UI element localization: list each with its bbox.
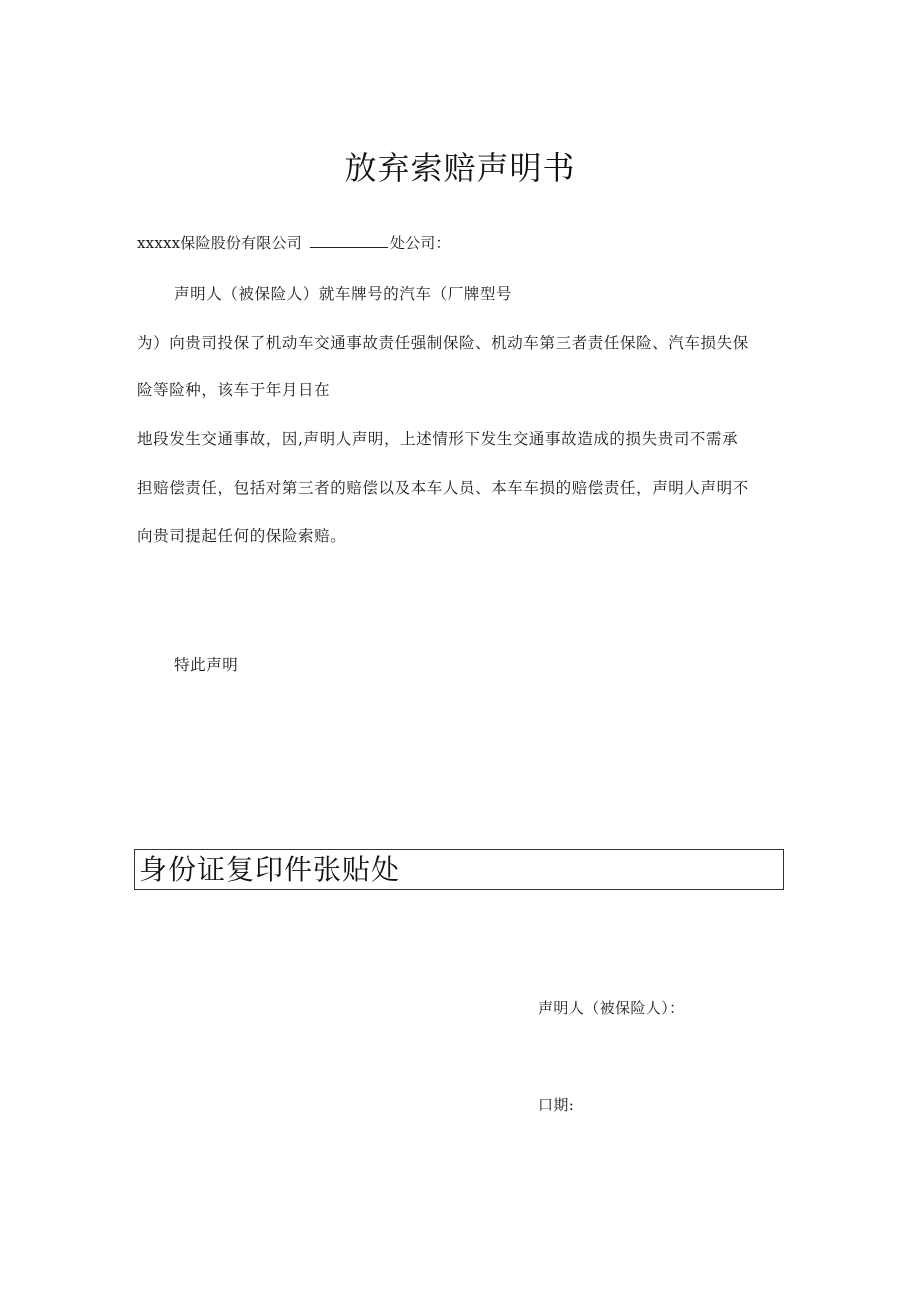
body-line-2: 为）向贵司投保了机动车交通事故责任强制保险、机动车第三者责任保险、汽车损失保 <box>137 334 749 352</box>
declarant-signature-label: 声明人（被保险人）： <box>538 999 685 1017</box>
body-line-5: 担赔偿责任，包括对第三者的赔偿以及本车人员、本车车损的赔偿责任，声明人声明不 <box>137 479 749 497</box>
body-line-6: 向贵司提起任何的保险索赔。 <box>137 527 347 545</box>
body-line-1: 声明人（被保险人）就车牌号的汽车（厂牌型号 <box>174 285 513 303</box>
addressee-branch-suffix: 处公司： <box>389 234 451 252</box>
branch-blank-line <box>310 235 388 248</box>
addressee-line <box>137 232 451 253</box>
addressee-company: xxxxx保险股份有限公司 <box>137 234 302 252</box>
body-line-4: 地段发生交通事故，因,声明人声明，上述情形下发生交通事故造成的损失贵司不需承 <box>137 430 739 448</box>
closing-statement: 特此声明 <box>174 656 239 674</box>
document-title: 放弃索赔声明书 <box>344 149 576 187</box>
body-line-3: 险等险种，该车于年月日在 <box>137 381 331 399</box>
id-copy-paste-box: 身份证复印件张贴处 <box>134 849 784 890</box>
date-label: 口期: <box>538 1096 575 1114</box>
